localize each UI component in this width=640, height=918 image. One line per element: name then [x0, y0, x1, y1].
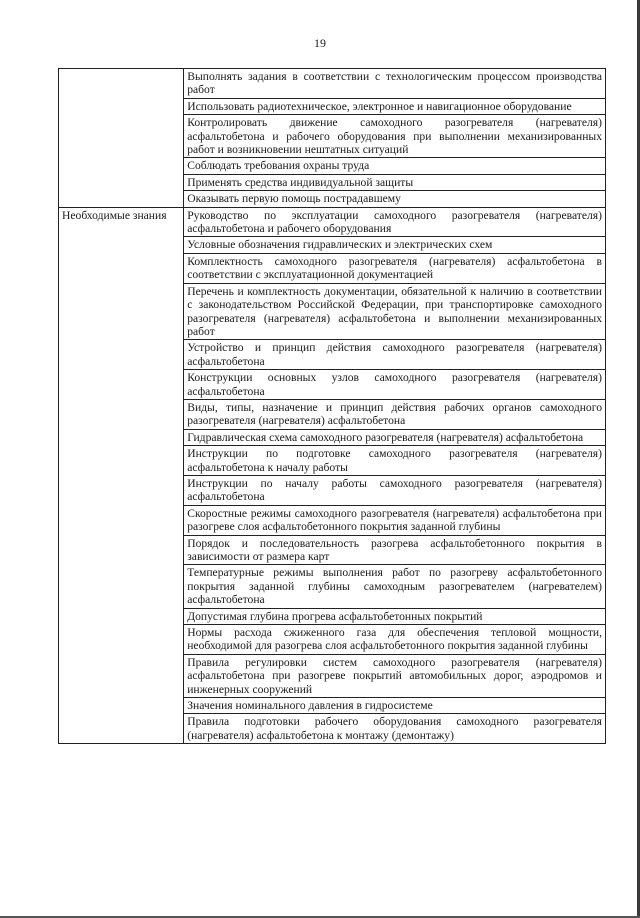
skill-cell: Использовать радиотехническое, электронное и навигационное оборудование	[184, 98, 606, 114]
knowledge-cell: Правила подготовки рабочего оборудования самоходного разогревателя (нагревателя) асфальтобетона к монтажу (демонтажу)	[184, 714, 606, 744]
knowledge-cell: Инструкции по началу работы самоходного разогревателя (нагревателя) асфальтобетона	[184, 475, 606, 505]
skill-cell: Применять средства индивидуальной защиты	[184, 174, 606, 190]
knowledge-cell: Допустимая глубина прогрева асфальтобетонных покрытий	[184, 608, 606, 624]
knowledge-cell: Комплектность самоходного разогревателя (нагревателя) асфальтобетона в соответствии с эксплуатационной документацией	[184, 253, 606, 283]
knowledge-cell: Гидравлическая схема самоходного разогревателя (нагревателя) асфальтобетона	[184, 429, 606, 445]
skill-cell: Оказывать первую помощь пострадавшему	[184, 191, 606, 207]
skill-cell: Выполнять задания в соответствии с технологическим процессом производства работ	[184, 69, 606, 99]
row-label-cell	[59, 69, 184, 208]
page-number: 19	[314, 36, 326, 50]
knowledge-cell: Конструкции основных узлов самоходного разогревателя (нагревателя) асфальтобетона	[184, 370, 606, 400]
knowledge-cell: Устройство и принцип действия самоходного разогревателя (нагревателя) асфальтобетона	[184, 340, 606, 370]
table-row	[59, 207, 606, 237]
skill-cell: Контролировать движение самоходного разогревателя (нагревателя) асфальтобетона и рабочего оборудования при выполнении механизированных работ и возникновении нештатных ситуаций	[184, 115, 606, 158]
knowledge-cell: Нормы расхода сжиженного газа для обеспечения тепловой мощности, необходимой для разогрева слоя асфальтобетонного покрытия заданной глубины	[184, 625, 606, 655]
knowledge-cell: Порядок и последовательность разогрева асфальтобетонного покрытия в зависимости от размера карт	[184, 535, 606, 565]
knowledge-cell: Температурные режимы выполнения работ по разогреву асфальтобетонного покрытия заданной глубины самоходным разогревателем (нагревателем) асфальтобетона	[184, 565, 606, 608]
knowledge-cell: Скоростные режимы самоходного разогревателя (нагревателя) асфальтобетона при разогреве слоя асфальтобетонного покрытия заданной глубины	[184, 505, 606, 535]
requirements-table	[58, 68, 606, 744]
skill-cell: Соблюдать требования охраны труда	[184, 158, 606, 174]
knowledge-cell: Перечень и комплектность документации, обязательной к наличию в соответствии с законодательством Российской Федерации, при транспортировке самоходного разогревателя (нагревателя) асфальтобетона и выполнении механизированных работ	[184, 283, 606, 340]
table-row	[59, 69, 606, 99]
knowledge-cell: Инструкции по подготовке самоходного разогревателя (нагревателя) асфальтобетона к началу работы	[184, 446, 606, 476]
knowledge-cell: Виды, типы, назначение и принцип действия рабочих органов самоходного разогревателя (нагревателя) асфальтобетона	[184, 399, 606, 429]
row-label-cell: Необходимые знания	[59, 207, 184, 744]
knowledge-cell: Руководство по эксплуатации самоходного разогревателя (нагревателя) асфальтобетона и рабочего оборудования	[184, 207, 606, 237]
knowledge-cell: Правила регулировки систем самоходного разогревателя (нагревателя) асфальтобетона при разогреве покрытий автомобильных дорог, аэродромов и инженерных сооружений	[184, 654, 606, 697]
knowledge-cell: Условные обозначения гидравлических и электрических схем	[184, 237, 606, 253]
knowledge-cell: Значения номинального давления в гидросистеме	[184, 698, 606, 714]
